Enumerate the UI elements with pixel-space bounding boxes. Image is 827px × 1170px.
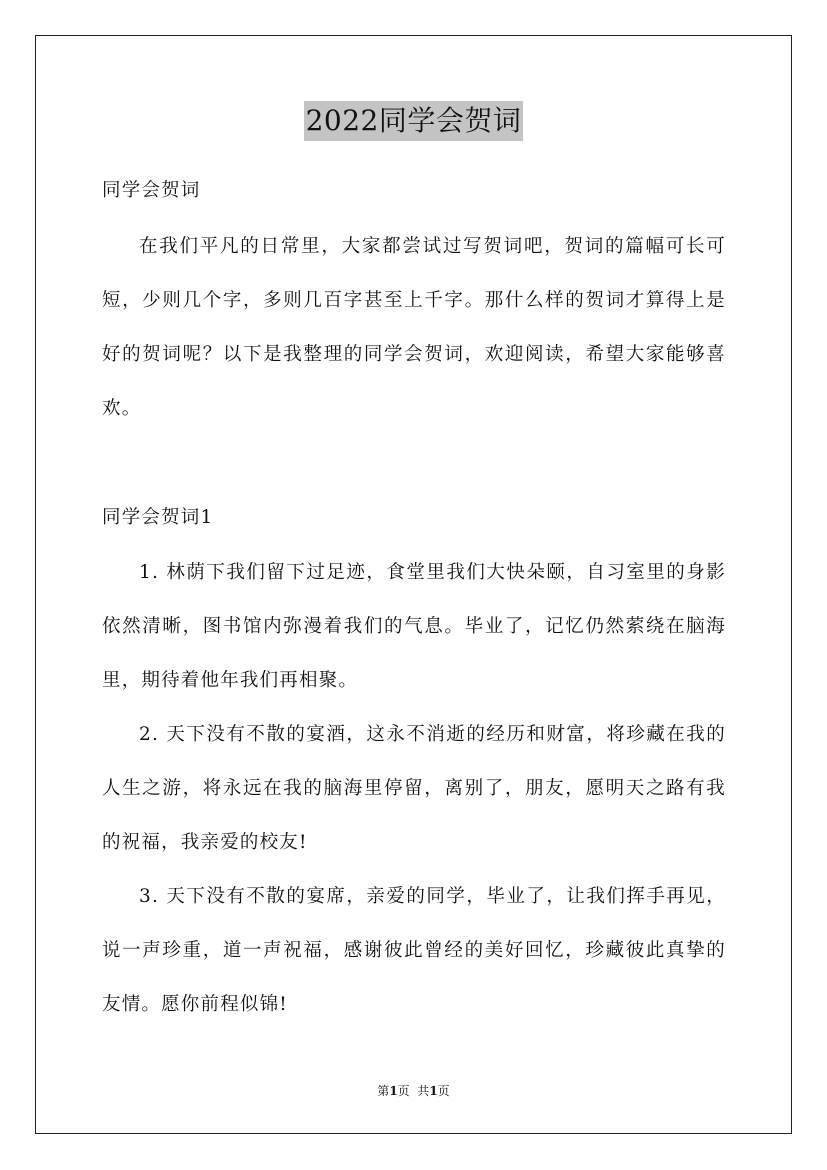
list-item: 1. 林荫下我们留下过足迹，食堂里我们大快朵颐，自习室里的身影依然清晰，图书馆内弥漫着我们的气息。毕业了，记忆仍然萦绕在脑海里，期待着他年我们再相聚。 bbox=[102, 562, 726, 691]
document-subtitle: 同学会贺词 bbox=[102, 180, 201, 201]
title-container bbox=[0, 101, 827, 141]
list-item: 2. 天下没有不散的宴酒，这永不消逝的经历和财富，将珍藏在我的人生之游，将永远在我的脑海里停留，离别了，朋友，愿明天之路有我的祝福，我亲爱的校友! bbox=[102, 724, 726, 853]
page-number: 1 bbox=[389, 1084, 398, 1098]
document-title: 2022同学会贺词 bbox=[304, 101, 524, 141]
intro-paragraph: 在我们平凡的日常里，大家都尝试过写贺词吧，贺词的篇幅可长可短，少则几个字，多则几百字甚至上千字。那什么样的贺词才算得上是好的贺词呢？以下是我整理的同学会贺词，欢迎阅读，希望大家能够喜欢。 bbox=[102, 236, 726, 419]
page-label-prefix: 第 bbox=[377, 1084, 390, 1098]
page-label-suffix: 页 bbox=[437, 1084, 450, 1098]
list-item: 3. 天下没有不散的宴席，亲爱的同学，毕业了，让我们挥手再见，说一声珍重，道一声祝福，感谢彼此曾经的美好回忆，珍藏彼此真挚的友情。愿你前程似锦! bbox=[102, 886, 726, 1015]
page-label-mid: 页 共 bbox=[397, 1084, 430, 1098]
total-pages: 1 bbox=[429, 1084, 438, 1098]
page-footer bbox=[0, 1083, 827, 1099]
section-heading: 同学会贺词1 bbox=[102, 507, 214, 528]
